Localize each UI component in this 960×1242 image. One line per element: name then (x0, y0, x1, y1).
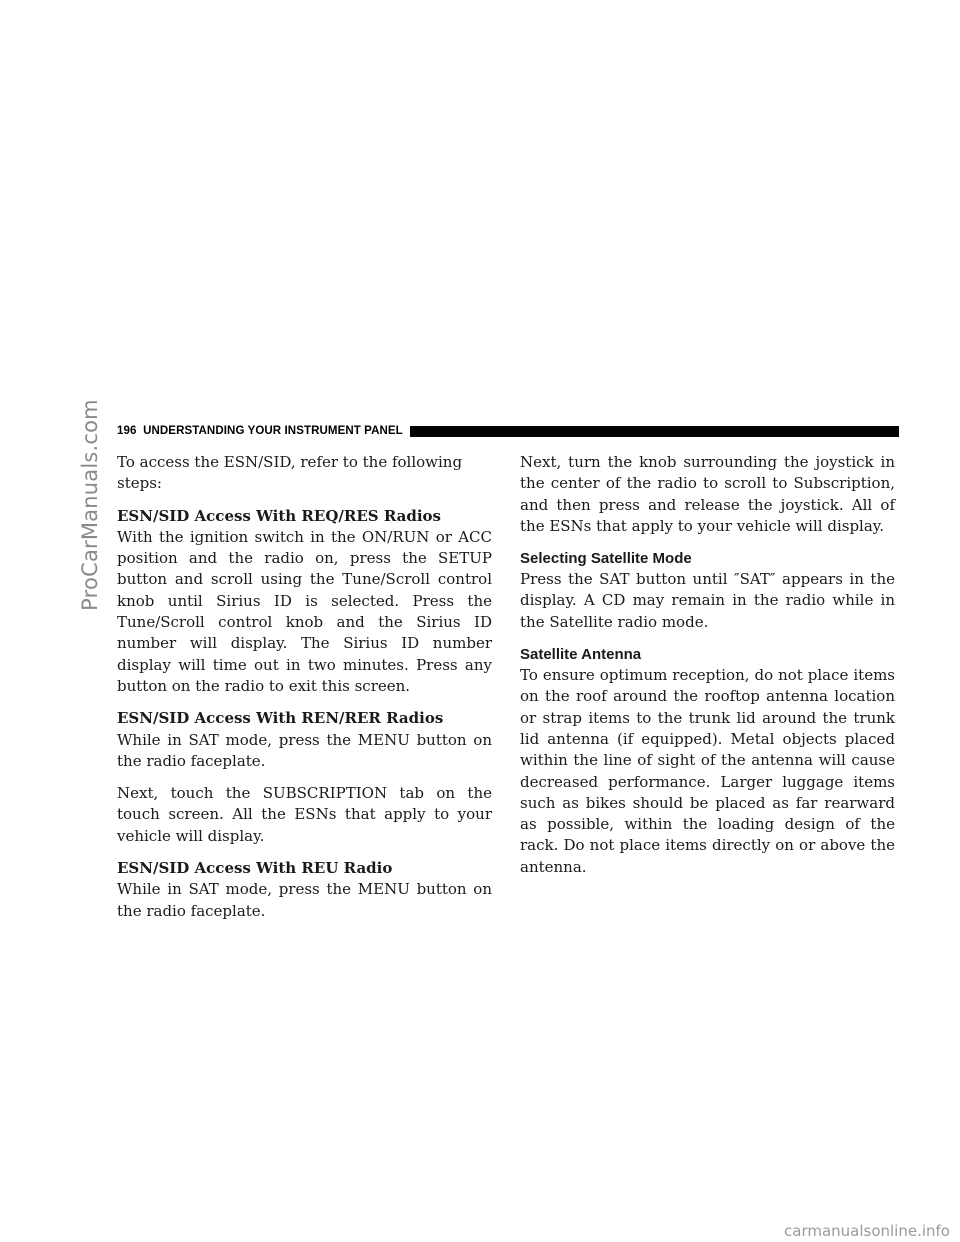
heading-ren-rer-radios: ESN/SID Access With REN/RER Radios (117, 709, 444, 728)
heading-satellite-antenna: Satellite Antenna (520, 646, 642, 664)
right-column (520, 452, 895, 889)
heading-req-res-radios: ESN/SID Access With REQ/RES Radios (117, 506, 441, 525)
header-rule (410, 426, 899, 437)
paragraph-reu-radio: While in SAT mode, press the MENU button on the radio faceplate. (117, 880, 492, 920)
paragraph-req-res-radios: With the ignition switch in the ON/RUN or ACC position and the radio on, press the SETUP button and scroll using the Tune/Scroll control knob until Sirius ID is selected. Press the Tune/Scroll control knob and the Sirius ID number will display. The Sirius ID number display will time out in two minutes. Press any button on the radio to exit this screen. (117, 527, 492, 695)
intro-paragraph: To access the ESN/SID, refer to the following steps: (117, 453, 463, 493)
paragraph-selecting-satellite-mode: Press the SAT button until ″SAT″ appears in the display. A CD may remain in the radio while in the Satellite radio mode. (520, 570, 895, 631)
side-watermark-text: ProCarManuals.com (78, 399, 102, 611)
page-header (117, 423, 899, 439)
heading-reu-radio: ESN/SID Access With REU Radio (117, 859, 393, 878)
left-column (117, 452, 492, 933)
paragraph-ren-rer-menu: While in SAT mode, press the MENU button on the radio faceplate. (117, 730, 492, 770)
continuation-paragraph: Next, turn the knob surrounding the joystick in the center of the radio to scroll to Subscription, and then press and release the joystick. All of the ESNs that apply to your vehicle will display. (520, 453, 895, 535)
heading-selecting-satellite-mode: Selecting Satellite Mode (520, 550, 692, 568)
page-header-text (117, 425, 403, 437)
page-number: 196 (117, 425, 137, 437)
paragraph-ren-rer-subscription: Next, touch the SUBSCRIPTION tab on the touch screen. All the ESNs that apply to your vehicle will display. (117, 784, 492, 845)
paragraph-satellite-antenna: To ensure optimum reception, do not place items on the roof around the rooftop antenna location or strap items to the trunk lid around the trunk lid antenna (if equipped). Metal objects placed within the line of sight of the antenna will cause decreased performance. Larger luggage items such as bikes should be placed as far rearward as possible, within the loading design of the rack. Do not place items directly on or above the antenna. (520, 666, 895, 876)
bottom-watermark: carmanualsonline.info (784, 1222, 950, 1240)
section-title: UNDERSTANDING YOUR INSTRUMENT PANEL (143, 425, 403, 437)
